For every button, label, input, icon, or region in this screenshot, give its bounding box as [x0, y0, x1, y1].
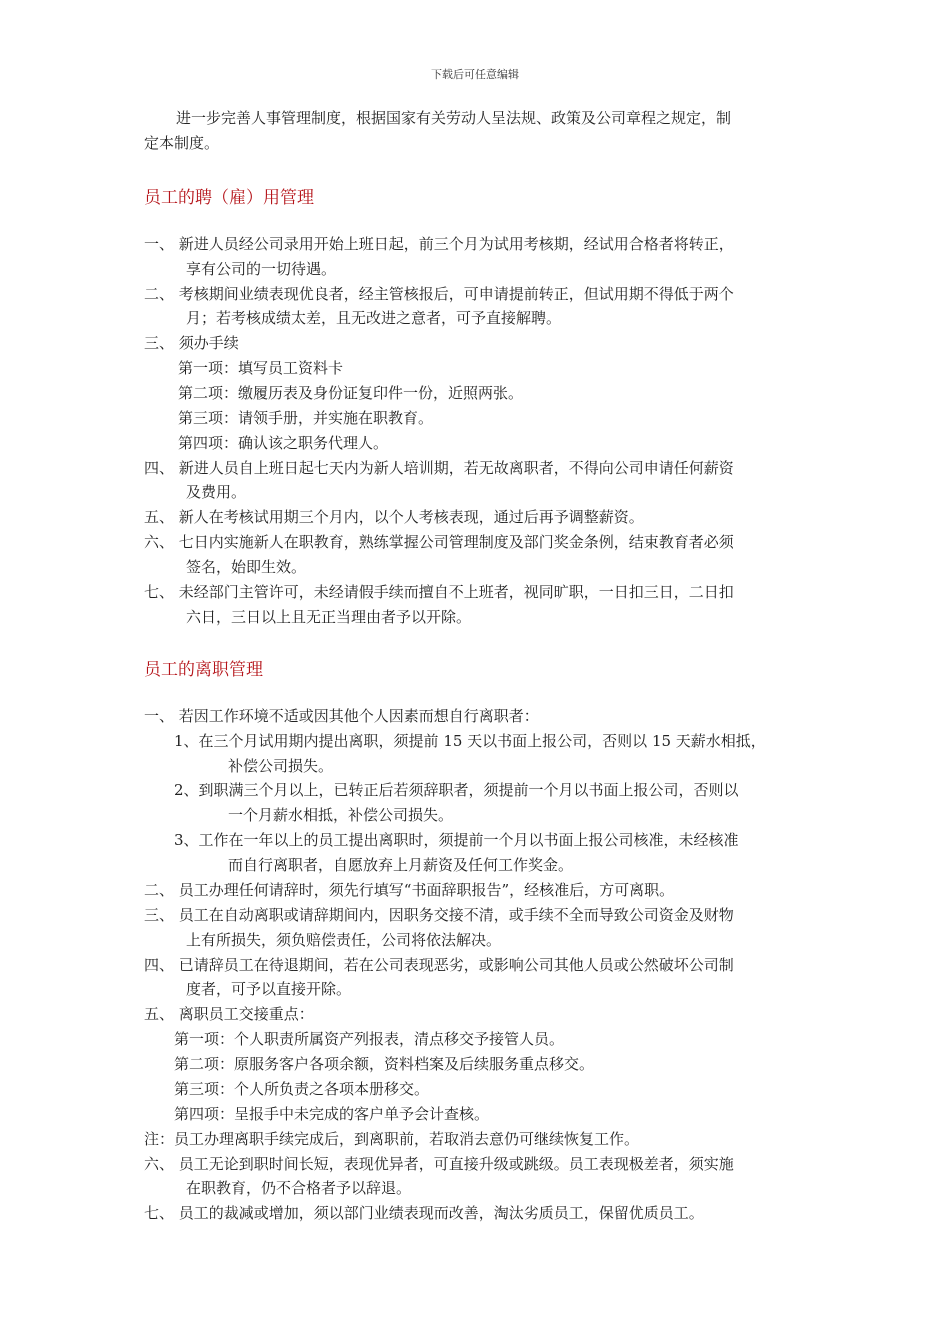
- list-item: 三、 须办手续: [144, 334, 239, 352]
- list-item: 七、 未经部门主管许可，未经请假手续而擅自不上班者，视同旷职，一日扣三日，二日扣: [144, 583, 734, 601]
- list-item: 3、工作在一年以上的员工提出离职时，须提前一个月以书面上报公司核准，未经核准: [174, 831, 739, 849]
- section-title: 员工的聘（雇）用管理: [144, 188, 314, 208]
- list-item: 享有公司的一切待遇。: [186, 260, 337, 278]
- list-item: 第四项：呈报手中未完成的客户单予会计查核。: [174, 1105, 490, 1123]
- list-item: 六、 七日内实施新人在职教育，熟练掌握公司管理制度及部门奖金条例，结束教育者必须: [144, 533, 734, 551]
- list-item: 一个月薪水相抵，补偿公司损失。: [228, 806, 454, 824]
- list-item: 三、 员工在自动离职或请辞期间内，因职务交接不清，或手续不全而导致公司资金及财物: [144, 906, 734, 924]
- list-item: 第三项：个人所负责之各项本册移交。: [174, 1080, 430, 1098]
- list-item: 六日，三日以上且无正当理由者予以开除。: [186, 608, 472, 626]
- list-item: 二、 考核期间业绩表现优良者，经主管核报后，可申请提前转正，但试用期不得低于两个: [144, 285, 734, 303]
- list-item: 第一项：填写员工资料卡: [178, 359, 344, 377]
- list-item: 上有所损失，须负赔偿责任，公司将依法解决。: [186, 931, 502, 949]
- list-item: 一、 若因工作环境不适或因其他个人因素而想自行离职者：: [144, 707, 539, 725]
- list-item: 第四项：确认该之职务代理人。: [178, 434, 389, 452]
- section-title: 员工的离职管理: [144, 660, 263, 680]
- list-item: 五、 离职员工交接重点：: [144, 1005, 314, 1023]
- list-item: 第一项：个人职责所属资产列报表，清点移交予接管人员。: [174, 1030, 565, 1048]
- list-item: 在职教育，仍不合格者予以辞退。: [186, 1179, 412, 1197]
- list-item: 补偿公司损失。: [228, 757, 334, 775]
- list-item: 七、 员工的裁减或增加，须以部门业绩表现而改善，淘汰劣质员工，保留优质员工。: [144, 1204, 704, 1222]
- list-item: 四、 新进人员自上班日起七天内为新人培训期，若无故离职者，不得向公司申请任何薪资: [144, 459, 734, 477]
- page-header: 下载后可任意编辑: [431, 68, 519, 81]
- list-item: 六、 员工无论到职时间长短，表现优异者，可直接升级或跳级。员工表现极差者，须实施: [144, 1155, 734, 1173]
- list-item: 五、 新人在考核试用期三个月内，以个人考核表现，通过后再予调整薪资。: [144, 508, 644, 526]
- list-item: 1、在三个月试用期内提出离职，须提前 15 天以书面上报公司，否则以 15 天薪水相抵，: [174, 732, 766, 750]
- list-item: 一、 新进人员经公司录用开始上班日起，前三个月为试用考核期，经试用合格者将转正，: [144, 235, 734, 253]
- list-item: 四、 已请辞员工在待退期间，若在公司表现恶劣，或影响公司其他人员或公然破坏公司制: [144, 956, 734, 974]
- list-item: 注：员工办理离职手续完成后，到离职前，若取消去意仍可继续恢复工作。: [144, 1130, 640, 1148]
- list-item: 及费用。: [186, 483, 247, 501]
- list-item: 而自行离职者，自愿放弃上月薪资及任何工作奖金。: [228, 856, 574, 874]
- list-item: 2、到职满三个月以上，已转正后若须辞职者，须提前一个月以书面上报公司，否则以: [174, 781, 739, 799]
- list-item: 度者，可予以直接开除。: [186, 980, 352, 998]
- list-item: 第三项：请领手册，并实施在职教育。: [178, 409, 434, 427]
- intro-line: 定本制度。: [144, 134, 220, 152]
- list-item: 第二项：缴履历表及身份证复印件一份，近照两张。: [178, 384, 524, 402]
- intro-line: 进一步完善人事管理制度，根据国家有关劳动人呈法规、政策及公司章程之规定，制: [176, 109, 732, 127]
- list-item: 第二项：原服务客户各项余额，资料档案及后续服务重点移交。: [174, 1055, 595, 1073]
- list-item: 二、 员工办理任何请辞时，须先行填写“书面辞职报告”，经核准后，方可离职。: [144, 881, 675, 899]
- list-item: 月；若考核成绩太差，且无改进之意者，可予直接解聘。: [186, 309, 562, 327]
- list-item: 签名，始即生效。: [186, 558, 307, 576]
